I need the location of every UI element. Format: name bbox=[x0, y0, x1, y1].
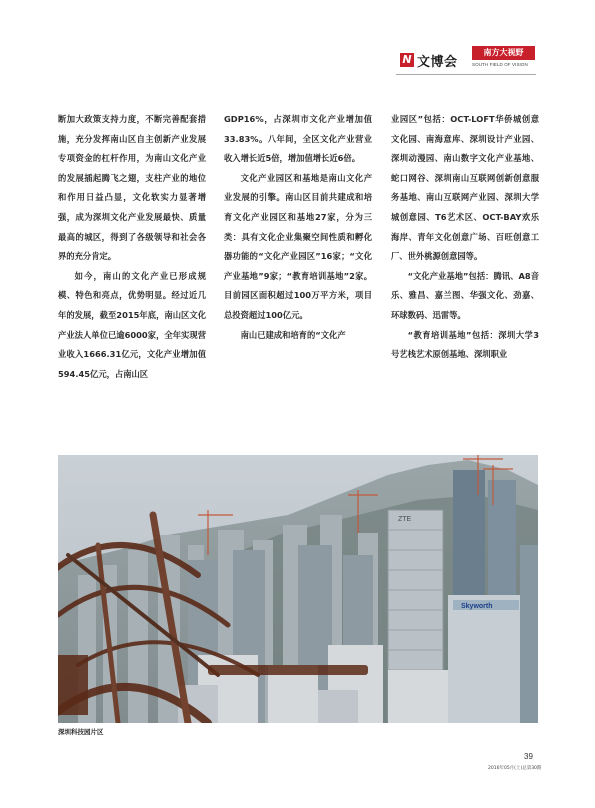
building-sign-skyworth: Skyworth bbox=[461, 603, 493, 610]
text-column-1 bbox=[58, 110, 206, 384]
paragraph: 业园区”包括：OCT-LOFT华侨城创意文化园、南海意库、深圳设计产业园、深圳动漫园、南山数字文化产业基地、蛇口网谷、深圳南山互联网创新创意服务基地、南山互联网产业园、深圳大学城创意园、T6艺术区、OCT-BAY欢乐海岸、青年文化创意广场、百旺创意工厂、世外桃源创意园等。 bbox=[391, 114, 539, 262]
paragraph: 南山已建成和培育的“文化产 bbox=[240, 329, 346, 340]
magazine-header bbox=[396, 46, 536, 76]
header-divider bbox=[396, 74, 536, 75]
text-column-3 bbox=[391, 110, 539, 365]
paragraph: 断加大政策支持力度，不断完善配套措施，充分发挥南山区自主创新产业发展专项资金的杠杆作用，为南山文化产业的发展插起腾飞之翅，支柱产业的地位和作用日益凸显，文化软实力显著增强，成为深圳文化产业发展最快、质量最高的城区，得到了各级领导和社会各界的充分肯定。 bbox=[58, 114, 206, 262]
section-name: 文博会 bbox=[417, 55, 458, 70]
column-tag-english: SOUTH FIELD OF VISION bbox=[472, 62, 528, 67]
photo-caption: 深圳科技园片区 bbox=[58, 728, 104, 736]
issue-info: 2016年05月(上)总第30期 bbox=[488, 766, 542, 771]
paragraph: “教育培训基地”包括：深圳大学3号艺栈艺术原创基地、深圳职业 bbox=[391, 329, 539, 360]
paragraph: GDP16%，占深圳市文化产业增加值33.83%。八年间，全区文化产业营业收入增长近5倍，增加值增长近6倍。 bbox=[224, 114, 372, 164]
paragraph: 文化产业园区和基地是南山文化产业发展的引擎。南山区目前共建成和培育文化产业园区和基地27家，分为三类：具有文化企业集聚空间性质和孵化器功能的“文化产业园区”16家；“文化产业基地”9家；“教育培训基地”2家。目前园区面积超过100万平方米，项目总投资超过100亿元。 bbox=[224, 172, 372, 320]
paragraph: 如今，南山的文化产业已形成规模、特色和亮点，优势明显。经过近几年的发展，截至2015年底，南山区文化产业法人单位已逾6000家，全年实现营业收入1666.31亿元，文化产业增加值594.45亿元，占南山区 bbox=[58, 270, 206, 379]
building-sign-zte: ZTE bbox=[398, 516, 412, 523]
city-skyline-photo bbox=[58, 455, 538, 723]
page-number: 39 bbox=[524, 752, 533, 761]
text-column-2 bbox=[224, 110, 372, 345]
paragraph: “文化产业基地”包括：腾讯、A8音乐、雅昌、嘉兰图、华强文化、劲嘉、环球数码、迅雷等。 bbox=[391, 270, 539, 320]
magazine-logo-icon: N bbox=[400, 53, 414, 67]
column-tag: 南方大视野 bbox=[472, 46, 535, 60]
